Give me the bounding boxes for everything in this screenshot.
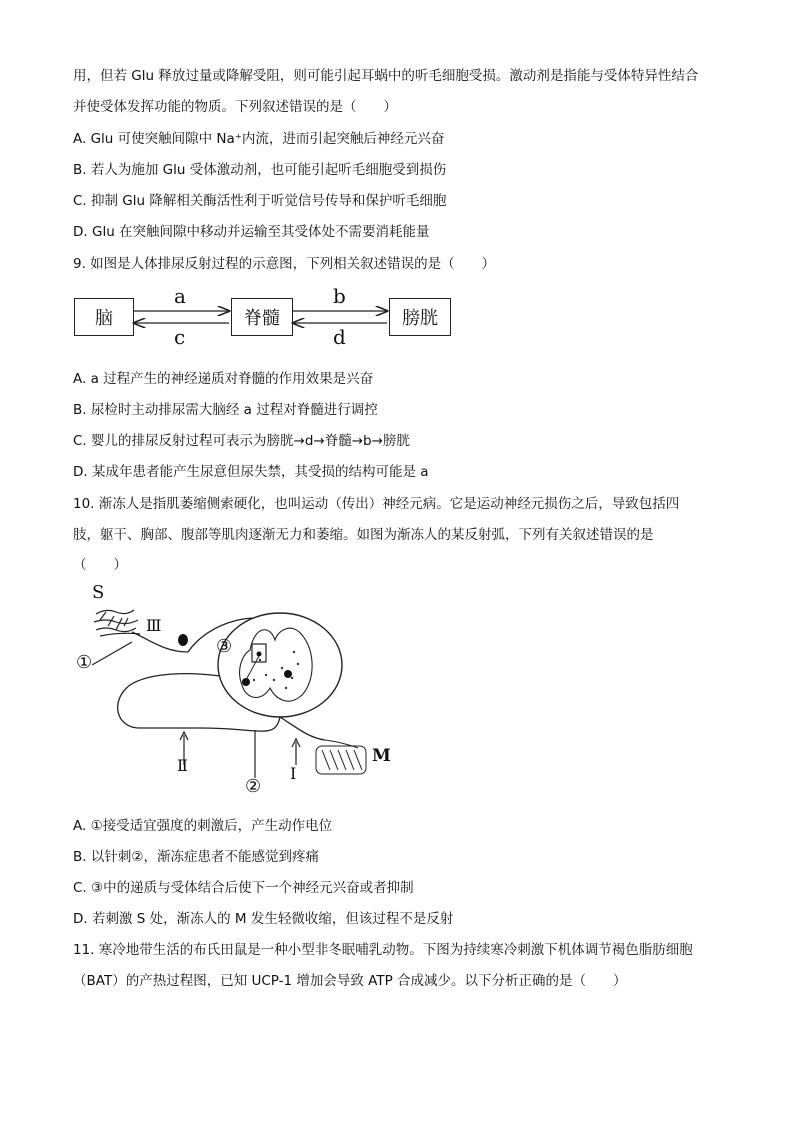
label-b: b: [333, 284, 346, 308]
label-3: ③: [216, 636, 233, 657]
q10-option-c: C. ③中的递质与受体结合后使下一个神经元兴奋或者抑制: [73, 880, 414, 896]
q10-stem-line2: 肢，躯干、胸部、腹部等肌肉逐渐无力和萎缩。如图为渐冻人的某反射弧，下列有关叙述错误的是: [73, 527, 654, 543]
q8-option-c: C. 抑制 Glu 降解相关酶活性利于听觉信号传导和保护听毛细胞: [73, 193, 447, 209]
brain-box: 脑: [74, 298, 134, 336]
effector-muscle: [316, 740, 366, 774]
q10-reflex-arc-diagram: [70, 580, 410, 800]
q10-option-b: B. 以针刺②，渐冻症患者不能感觉到疼痛: [73, 849, 319, 865]
q10-option-d: D. 若刺激 S 处，渐冻人的 M 发生轻微收缩，但该过程不是反射: [73, 911, 454, 927]
q10-stem-line3: （ ）: [73, 557, 127, 573]
q10-option-a: A. ①接受适宜强度的刺激后，产生动作电位: [73, 818, 333, 834]
label-a: a: [174, 284, 186, 308]
label-I: Ⅰ: [290, 764, 297, 783]
q9-option-c: C. 婴儿的排尿反射过程可表示为膀胱→d→脊髓→b→膀胱: [73, 433, 410, 449]
q10-stem-line1: 10. 渐冻人是指肌萎缩侧索硬化，也叫运动（传出）神经元病。它是运动神经元损伤之后，导致包括四: [73, 496, 680, 512]
motor-fiber: [280, 717, 325, 740]
q8-stem-line2: 并使受体发挥功能的物质。下列叙述错误的是（ ）: [73, 99, 397, 115]
q8-option-b: B. 若人为施加 Glu 受体激动剂，也可能引起听毛细胞受到损伤: [73, 162, 447, 178]
q8-option-d: D. Glu 在突触间隙中移动并运输至其受体处不需要消耗能量: [73, 224, 430, 240]
q11-stem-line2: （BAT）的产热过程图，已知 UCP-1 增加会导致 ATP 合成减少。以下分析正确的是（ ）: [73, 973, 627, 989]
label-2: ②: [245, 776, 262, 797]
label-III: Ⅲ: [146, 616, 162, 635]
reflex-arc-drawing: [70, 580, 410, 800]
q9-option-a: A. a 过程产生的神经递质对脊髓的作用效果是兴奋: [73, 371, 374, 387]
label-d: d: [333, 325, 346, 349]
motor-neuron-body: [284, 670, 292, 678]
q11-stem-line1: 11. 寒冷地带生活的布氏田鼠是一种小型非冬眠哺乳动物。下图为持续寒冷刺激下机体调节褐色脂肪细胞: [73, 942, 693, 958]
q9-reflex-diagram: [0, 285, 794, 355]
q9-option-b: B. 尿检时主动排尿需大脑经 a 过程对脊髓进行调控: [73, 402, 378, 418]
q8-option-a: A. Glu 可使突触间隙中 Na⁺内流，进而引起突触后神经元兴奋: [73, 131, 445, 147]
bladder-box: 膀胱: [389, 298, 451, 336]
label-S: S: [92, 582, 105, 603]
label-M: M: [372, 746, 391, 766]
q9-option-d: D. 某成年患者能产生尿意但尿失禁，其受损的结构可能是 a: [73, 464, 429, 480]
dorsal-root-ganglion: [178, 634, 188, 646]
q9-arrows: [0, 285, 794, 355]
q9-stem: 9. 如图是人体排尿反射过程的示意图，下列相关叙述错误的是（ ）: [73, 256, 496, 272]
label-II: Ⅱ: [177, 756, 188, 775]
label-1: ①: [76, 652, 93, 673]
q8-stem-line1: 用，但若 Glu 释放过量或降解受阻，则可能引起耳蜗中的听毛细胞受损。激动剂是指能与受体特异性结合: [73, 68, 699, 84]
spinal-cord-box: 脊髓: [231, 298, 293, 336]
spinal-cord-section: [218, 613, 342, 717]
label-c: c: [174, 325, 186, 349]
